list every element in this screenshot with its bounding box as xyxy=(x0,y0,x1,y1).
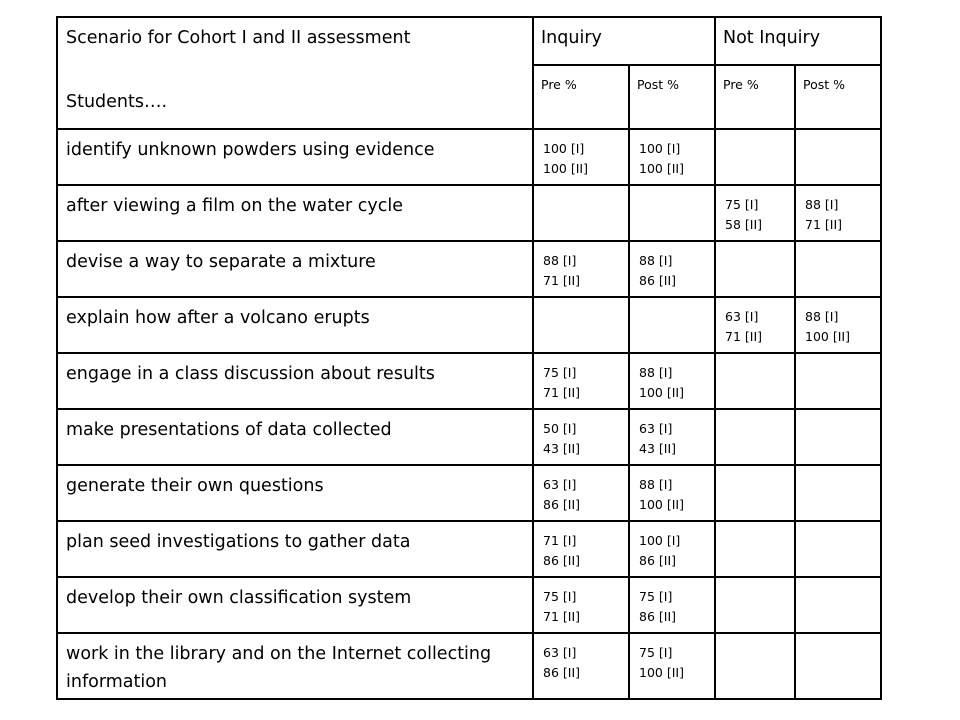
cell-value: 75 [I] xyxy=(639,645,673,660)
cell-value: 71 [II] xyxy=(543,609,581,624)
cell-value: 100 [II] xyxy=(639,385,684,400)
students-label: Students…. xyxy=(66,92,168,112)
not-inquiry-group-header: Not Inquiry xyxy=(715,17,881,65)
cell-value: 75 [I] xyxy=(543,589,577,604)
cell-inquiry-post xyxy=(629,297,715,353)
cell-inquiry-post xyxy=(629,185,715,241)
cell-inquiry-pre xyxy=(533,521,629,577)
cell-not-inquiry-pre xyxy=(715,465,795,521)
cell-not-inquiry-pre xyxy=(715,633,795,699)
row-label: plan seed investigations to gather data xyxy=(57,521,533,577)
cell-not-inquiry-pre xyxy=(715,577,795,633)
cell-value: 63 [I] xyxy=(543,645,577,660)
cell-inquiry-post xyxy=(629,409,715,465)
cell-value: 88 [I] xyxy=(805,309,839,324)
cell-not-inquiry-pre xyxy=(715,521,795,577)
table-row xyxy=(57,521,881,577)
table-row xyxy=(57,241,881,297)
row-label: after viewing a film on the water cycle xyxy=(57,185,533,241)
cell-inquiry-post xyxy=(629,129,715,185)
col-inquiry-pre: Pre % xyxy=(533,65,629,129)
cell-value: 86 [II] xyxy=(543,553,581,568)
col-not-inquiry-post: Post % xyxy=(795,65,881,129)
cell-value: 88 [I] xyxy=(543,253,577,268)
cell-value: 88 [I] xyxy=(639,477,673,492)
cell-inquiry-pre xyxy=(533,185,629,241)
cell-not-inquiry-pre xyxy=(715,241,795,297)
scenario-title: Scenario for Cohort I and II assessment xyxy=(66,28,411,48)
cell-inquiry-pre xyxy=(533,633,629,699)
cell-value: 75 [I] xyxy=(639,589,673,604)
cell-value: 86 [II] xyxy=(639,609,677,624)
row-label: engage in a class discussion about results xyxy=(57,353,533,409)
cell-value: 100 [II] xyxy=(639,665,684,680)
cell-inquiry-post xyxy=(629,577,715,633)
cell-not-inquiry-post xyxy=(795,521,881,577)
cell-value: 88 [I] xyxy=(805,197,839,212)
table-row xyxy=(57,129,881,185)
cell-inquiry-pre xyxy=(533,409,629,465)
cell-not-inquiry-post xyxy=(795,241,881,297)
cell-value: 100 [II] xyxy=(543,161,588,176)
cell-value: 43 [II] xyxy=(543,441,581,456)
cell-not-inquiry-post xyxy=(795,129,881,185)
cell-not-inquiry-post xyxy=(795,353,881,409)
row-label: develop their own classification system xyxy=(57,577,533,633)
cell-not-inquiry-post xyxy=(795,297,881,353)
cell-value: 88 [I] xyxy=(639,365,673,380)
cell-not-inquiry-pre xyxy=(715,353,795,409)
cell-not-inquiry-pre xyxy=(715,129,795,185)
row-label: devise a way to separate a mixture xyxy=(57,241,533,297)
cell-not-inquiry-post xyxy=(795,633,881,699)
cell-not-inquiry-pre xyxy=(715,185,795,241)
cell-not-inquiry-post xyxy=(795,577,881,633)
cell-inquiry-pre xyxy=(533,129,629,185)
cell-value: 100 [I] xyxy=(543,141,585,156)
table-row xyxy=(57,577,881,633)
cell-not-inquiry-post xyxy=(795,185,881,241)
assessment-table xyxy=(56,16,882,700)
cell-value: 43 [II] xyxy=(639,441,677,456)
cell-value: 100 [I] xyxy=(639,533,681,548)
table-row xyxy=(57,633,881,699)
cell-inquiry-post xyxy=(629,633,715,699)
cell-not-inquiry-pre xyxy=(715,409,795,465)
cell-value: 86 [II] xyxy=(639,553,677,568)
col-inquiry-post: Post % xyxy=(629,65,715,129)
cell-value: 63 [I] xyxy=(639,421,673,436)
cell-value: 100 [II] xyxy=(639,161,684,176)
col-not-inquiry-pre: Pre % xyxy=(715,65,795,129)
cell-value: 86 [II] xyxy=(543,497,581,512)
cell-inquiry-post xyxy=(629,521,715,577)
table-row xyxy=(57,409,881,465)
row-label: make presentations of data collected xyxy=(57,409,533,465)
cell-value: 71 [II] xyxy=(543,385,581,400)
cell-value: 75 [I] xyxy=(543,365,577,380)
row-label: work in the library and on the Internet collecting information xyxy=(57,633,533,699)
cell-not-inquiry-pre xyxy=(715,297,795,353)
cell-inquiry-pre xyxy=(533,297,629,353)
cell-value: 100 [I] xyxy=(639,141,681,156)
cell-value: 63 [I] xyxy=(725,309,759,324)
cell-value: 71 [II] xyxy=(805,217,843,232)
cell-not-inquiry-post xyxy=(795,465,881,521)
cell-value: 100 [II] xyxy=(639,497,684,512)
cell-value: 75 [I] xyxy=(725,197,759,212)
cell-value: 58 [II] xyxy=(725,217,763,232)
row-label: generate their own questions xyxy=(57,465,533,521)
table-row xyxy=(57,465,881,521)
table-row xyxy=(57,297,881,353)
cell-value: 71 [I] xyxy=(543,533,577,548)
cell-inquiry-post xyxy=(629,465,715,521)
cell-value: 50 [I] xyxy=(543,421,577,436)
cell-value: 71 [II] xyxy=(543,273,581,288)
cell-inquiry-pre xyxy=(533,241,629,297)
cell-not-inquiry-post xyxy=(795,409,881,465)
cell-value: 100 [II] xyxy=(805,329,850,344)
cell-inquiry-pre xyxy=(533,353,629,409)
cell-value: 86 [II] xyxy=(543,665,581,680)
cell-inquiry-pre xyxy=(533,465,629,521)
table-row xyxy=(57,353,881,409)
cell-value: 71 [II] xyxy=(725,329,763,344)
cell-value: 88 [I] xyxy=(639,253,673,268)
cell-inquiry-post xyxy=(629,241,715,297)
row-label: explain how after a volcano erupts xyxy=(57,297,533,353)
row-label: identify unknown powders using evidence xyxy=(57,129,533,185)
cell-value: 63 [I] xyxy=(543,477,577,492)
table-row xyxy=(57,185,881,241)
inquiry-group-header: Inquiry xyxy=(533,17,715,65)
scenario-header-cell xyxy=(57,17,533,129)
cell-inquiry-post xyxy=(629,353,715,409)
cell-inquiry-pre xyxy=(533,577,629,633)
cell-value: 86 [II] xyxy=(639,273,677,288)
